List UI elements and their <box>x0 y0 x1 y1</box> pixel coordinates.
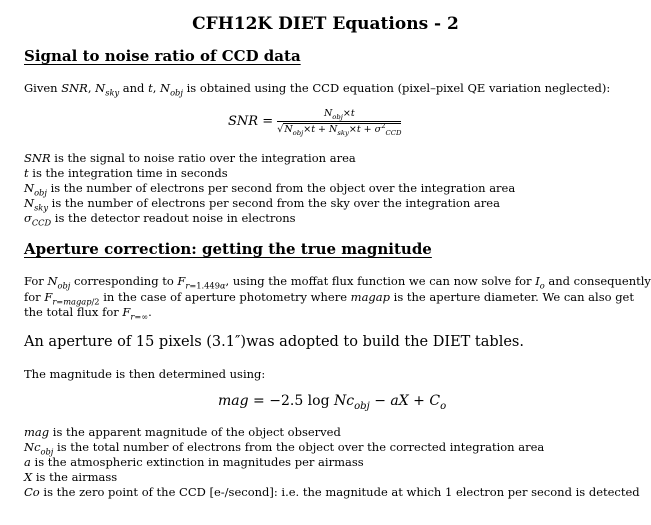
aperture-para-line2: for $F_{r=magap/2}$ in the case of aperture photometry where magap is the aperture diameter. We can also get <box>24 290 634 307</box>
def-co: Co is the zero point of the CCD [e-/second]: i.e. the magnitude at which 1 electron per second is detected <box>24 485 640 499</box>
def-ncobj: $Nc_{obj}$ is the total number of electrons from the object over the corrected integration area <box>24 440 545 457</box>
heading-aperture: Aperture correction: getting the true magnitude <box>24 240 432 258</box>
def-x: X is the airmass <box>24 470 118 484</box>
snr-intro: Given SNR, $N_{sky}$ and t, $N_{obj}$ is obtained using the CCD equation (pixel–pixel QE variation neglected): <box>24 81 611 98</box>
def-nobj: $N_{obj}$ is the number of electrons per second from the object over the integration area <box>24 181 516 198</box>
def-sigma: $\sigma_{CCD}$ is the detector readout noise in electrons <box>24 211 296 228</box>
heading-snr: Signal to noise ratio of CCD data <box>24 47 301 65</box>
ccd-equation-fraction: $\frac{N_{obj}\times t}{√N_{obj}\times t + N_{sky}\times t + \sigma^2_{CCD}}$ <box>277 108 402 137</box>
def-t: t is the integration time in seconds <box>24 166 228 180</box>
aperture-para-line3: the total flux for $F_{r=\infty}$. <box>24 305 152 322</box>
magnitude-intro: The magnitude is then determined using: <box>24 367 266 381</box>
def-a: a is the atmospheric extinction in magnitudes per airmass <box>24 455 364 469</box>
snr-intro-text: is obtained using the CCD equation (pixel–pixel QE variation neglected): <box>186 81 611 95</box>
aperture-para-line1: For $N_{obj}$ corresponding to $F_{r=1.449\alpha}$, using the moffat flux function we can now solve for $I_o$ and consequently <box>24 274 651 291</box>
def-nsky: $N_{sky}$ is the number of electrons per second from the sky over the integration area <box>24 196 500 213</box>
magnitude-equation: mag = −2.5 $\log Nc_{obj}$ − aX + $C_o$ <box>218 393 447 412</box>
def-snr: SNR is the signal to noise ratio over the integration area <box>24 151 356 165</box>
def-mag: mag is the apparent magnitude of the object observed <box>24 425 341 439</box>
page-title: CFH12K DIET Equations - 2 <box>192 14 459 34</box>
aperture-statement: An aperture of 15 pixels (3.1″)was adopted to build the DIET tables. <box>24 334 524 350</box>
ccd-equation: SNR = $\frac{N_{obj}\times t}{√N_{obj}\times t + N_{sky}\times t + \sigma^2_{CCD}}$ <box>228 108 402 137</box>
